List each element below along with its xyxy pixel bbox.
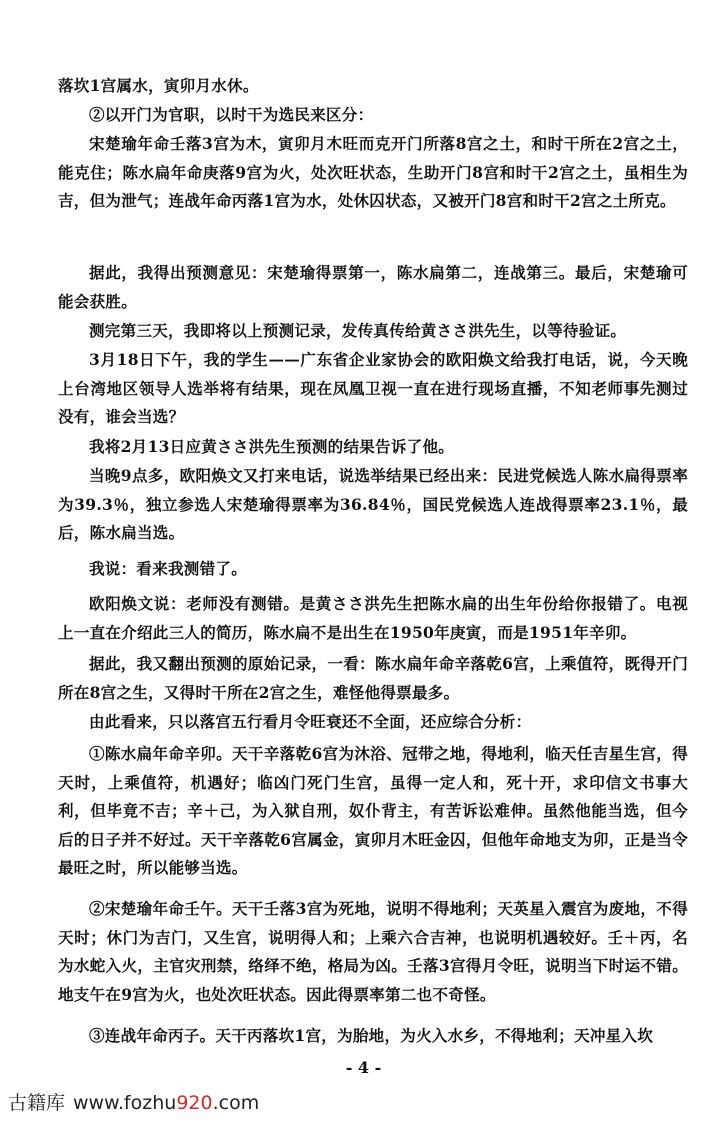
paragraph-recheck: 据此，我又翻出预测的原始记录，一看：陈水扁年命辛落乾6宫，上乘值符，既得开门所在8宫之生，又得时干所在2宫之生，难怪他得票最多。 [58,654,688,702]
watermark-label: 古籍库 [8,1092,66,1114]
paragraph-continuation: 落坎1宫属水，寅卯月水休。 [58,76,259,95]
paragraph-conclusion: 由此看来，只以落宫五行看月令旺衰还不全面，还应综合分析： [89,712,532,731]
paragraph-told-result: 我将2月13日应黄ささ洪先生预测的结果告诉了他。 [89,437,455,456]
paragraph-i-said: 我说：看来我测错了。 [89,559,248,578]
watermark-site-suffix: .com [212,1092,260,1114]
watermark [8,1088,259,1115]
paragraph-analysis: 宋楚瑜年命壬落3宫为木，寅卯月木旺而克开门所落8宫之土，和时干所在2宫之土，能克住；陈水扁年命庚落9宫为火，处次旺状态，生助开门8宫和时干2宫之土，虽相生为吉，但为泄气；连战年命丙落1宫为水，处休囚状态，又被开门8宫和时干2宫之土所克。 [58,134,688,210]
paragraph-phone-call: 3月18日下午，我的学生——广东省企业家协会的欧阳焕文给我打电话，说，今天晚上台湾地区领导人选举将有结果，现在凤凰卫视一直在进行现场直播，不知老师事先测过没有，谁会当选？ [58,350,688,426]
page-number: - 4 - [345,1058,382,1077]
watermark-site-number: 920 [176,1092,213,1114]
paragraph-election-result: 当晚9点多，欧阳焕文又打来电话，说选举结果已经出来：民进党候选人陈水扁得票率为39.3％，独立参选人宋楚瑜得票率为36.84％，国民党候选人连战得票率23.1％，最后，陈水扁当选。 [58,466,688,542]
paragraph-chen: ①陈水扁年命辛卯。天干辛落乾6宫为沐浴、冠带之地，得地利，临天任吉星生宫，得天时，上乘值符，机遇好；临凶门死门生宫，虽得一定人和，死十开，求印信文书事大利，但毕竟不吉；辛＋己，为入狱自刑，奴仆背主，有苦诉讼难伸。虽然他能当选，但今后的日子并不好过。天干辛落乾6宫属金，寅卯月木旺金囚，但他年命地支为卯，正是当令最旺之时，所以能够当选。 [58,744,688,877]
paragraph-birth-year: 欧阳焕文说：老师没有测错。是黄ささ洪先生把陈水扁的出生年份给你报错了。电视上一直在介绍此三人的简历，陈水扁不是出生在1950年庚寅，而是1951年辛卯。 [58,594,688,642]
paragraph-fax: 测完第三天，我即将以上预测记录，发传真传给黄ささ洪先生，以等待验证。 [89,321,627,340]
watermark-site-prefix: www.fozhu [73,1092,177,1114]
paragraph-lian: ③连战年命丙子。天干丙落坎1宫，为胎地，为火入水乡，不得地利；天冲星入坎 [89,1026,654,1045]
paragraph-prediction: 据此，我得出预测意见：宋楚瑜得票第一，陈水扁第二，连战第三。最后，宋楚瑜可能会获胜。 [58,263,688,311]
paragraph-song: ②宋楚瑜年命壬午。天干壬落3宫为死地，说明不得地利；天英星入震宫为废地，不得天时；休门为吉门，又生宫，说明得人和；上乘六合吉神，也说明机遇较好。壬＋丙，名为水蛇入火，主官灾刑禁，络绎不绝，格局为凶。壬落3宫得月令旺，说明当下时运不错。地支午在9宫为火，也处次旺状态。因此得票率第二也不奇怪。 [58,899,688,1004]
paragraph-rule-two: ②以开门为官职，以时干为选民来区分： [89,105,374,124]
